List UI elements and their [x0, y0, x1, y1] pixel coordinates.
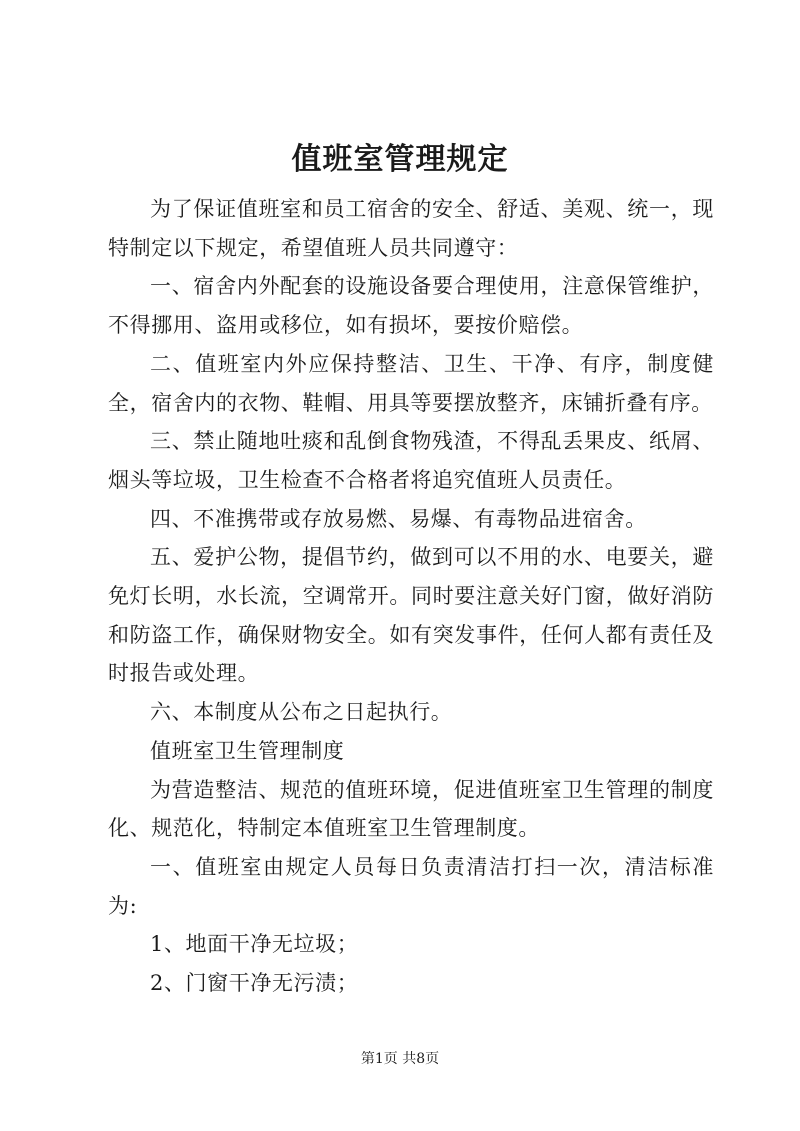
document-title: 值班室管理规定: [291, 142, 509, 177]
document-body: [108, 190, 714, 1003]
paragraph-rule-2: 二、值班室内外应保持整洁、卫生、干净、有序，制度健全，宿舍内的衣物、鞋帽、用具等要摆放整齐，床铺折叠有序。: [108, 351, 714, 415]
page-footer: 第1页 共8页: [360, 1051, 440, 1067]
paragraph-rule-4: 四、不准携带或存放易燃、易爆、有毒物品进宿舍。: [150, 506, 647, 531]
section-heading: 值班室卫生管理制度: [150, 738, 345, 763]
paragraph-rule-1: 一、宿舍内外配套的设施设备要合理使用，注意保管维护，不得挪用、盗用或移位，如有损坏，要按价赔偿。: [108, 274, 714, 338]
paragraph-cleaning-rule: 一、值班室由规定人员每日负责清洁打扫一次，清洁标准为:: [108, 854, 714, 918]
list-item-floor: 1、地面干净无垃圾；: [150, 932, 359, 957]
paragraph-rule-5: 五、爱护公物，提倡节约，做到可以不用的水、电要关，避免灯长明，水长流，空调常开。同时要注意关好门窗，做好消防和防盗工作，确保财物安全。如有突发事件，任何人都有责任及时报告或处理。: [108, 545, 714, 686]
paragraph-intro: 为了保证值班室和员工宿舍的安全、舒适、美观、统一，现特制定以下规定，希望值班人员共同遵守：: [108, 197, 714, 260]
list-item-windows: 2、门窗干净无污渍；: [150, 971, 359, 996]
paragraph-section-intro: 为营造整洁、规范的值班环境，促进值班室卫生管理的制度化、规范化，特制定本值班室卫生管理制度。: [108, 777, 714, 841]
paragraph-rule-3: 三、禁止随地吐痰和乱倒食物残渣，不得乱丢果皮、纸屑、烟头等垃圾，卫生检查不合格者将追究值班人员责任。: [108, 429, 714, 492]
paragraph-rule-6: 六、本制度从公布之日起执行。: [150, 700, 453, 725]
